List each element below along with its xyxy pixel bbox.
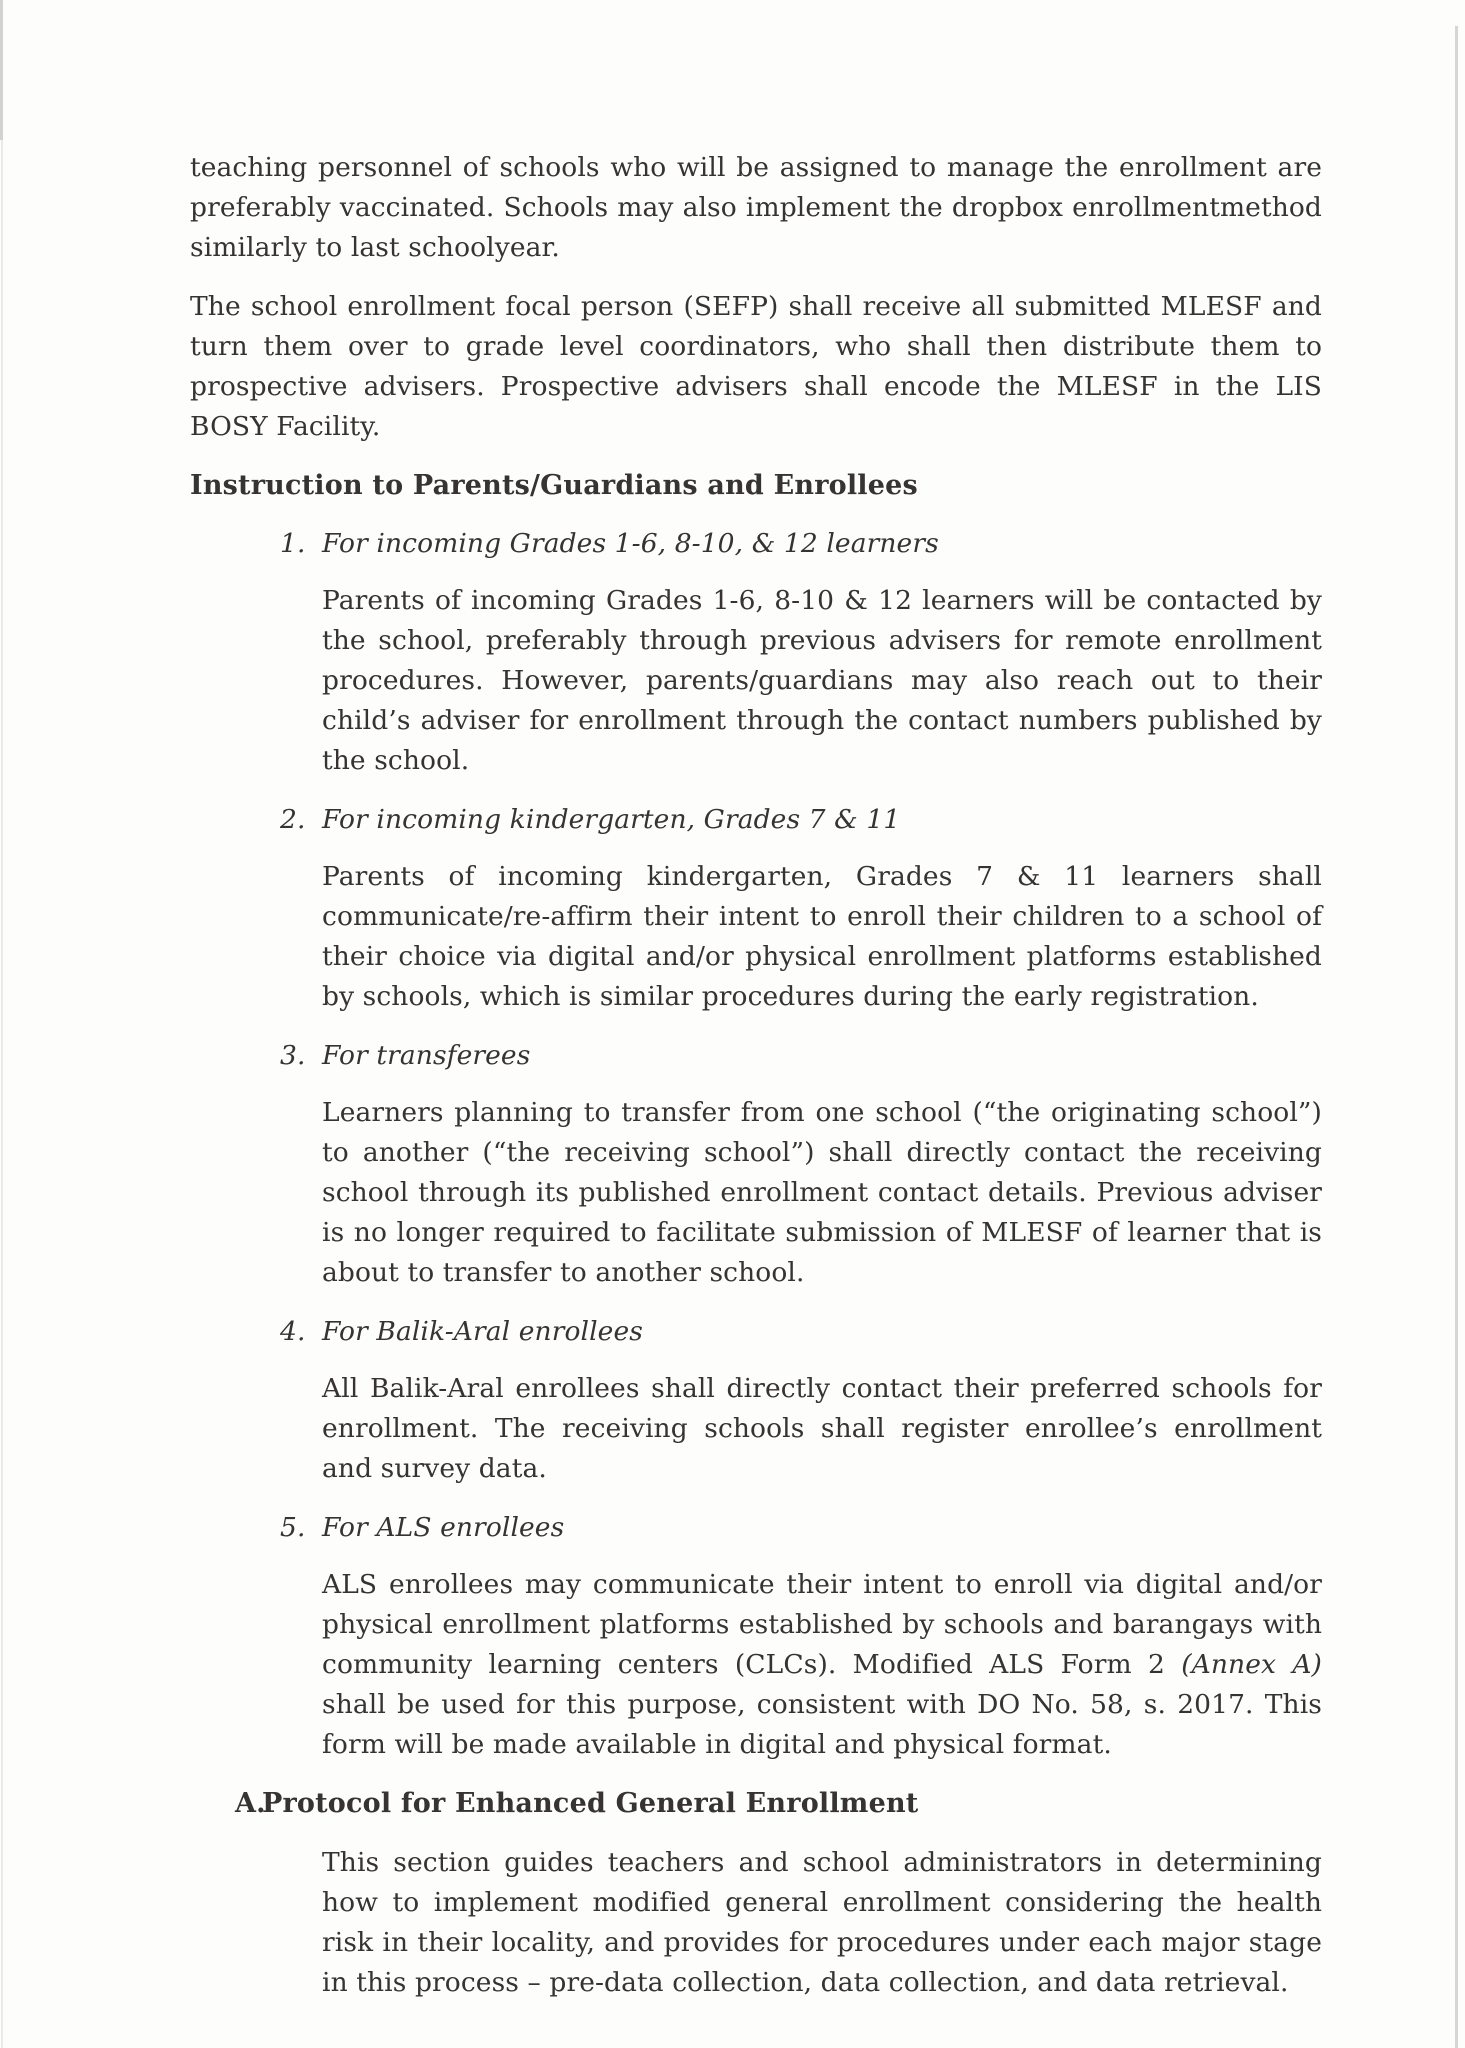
list-item-1: [190, 524, 1322, 781]
list-item-body: Parents of incoming Grades 1-6, 8-10 & 12 learners will be contacted by the school, preferably through previous advisers for remote enrollment procedures. However, parents/guardians may also reach out to their child’s adviser for enrollment through the contact numbers published by the school.: [322, 585, 1322, 776]
list-item-number: 2.: [280, 804, 306, 835]
list-item-body: Parents of incoming kindergarten, Grades 7 & 11 learners shall communicate/re-affirm their intent to enroll their children to a school of their choice via digital and/or physical enrollment platforms established by schools, which is similar procedures during the early registration.: [322, 861, 1322, 1012]
list-item-title-row: [190, 524, 1322, 564]
list-item-number: 4.: [280, 1316, 306, 1347]
list-item-title: For incoming kindergarten, Grades 7 & 11: [322, 804, 901, 835]
intro-paragraph-2: The school enrollment focal person (SEFP) shall receive all submitted MLESF and turn them over to grade level coordinators, who shall then distribute them to prospective advisers. Prospective advisers shall encode the MLESF in the LIS BOSY Facility.: [190, 291, 1322, 442]
annex-reference: (Annex A): [1181, 1649, 1322, 1680]
section-letter: A.: [235, 1788, 266, 1819]
list-item-body: Learners planning to transfer from one school (“the originating school”) to another (“the receiving school”) shall directly contact the receiving school through its published enrollment contact details. Previous adviser is no longer required to facilitate submission of MLESF of learner that is about to transfer to another school.: [322, 1097, 1322, 1288]
scan-edge-right: [1455, 26, 1458, 2048]
list-item-5: [190, 1508, 1322, 1765]
list-item-body: [322, 1565, 1322, 1765]
list-item-title: For Balik-Aral enrollees: [322, 1316, 643, 1347]
lettered-section-heading: [190, 1784, 1322, 1824]
list-item-body-end: shall be used for this purpose, consistent with DO No. 58, s. 2017. This form will be made available in digital and physical format.: [322, 1689, 1322, 1760]
section-heading: Instruction to Parents/Guardians and Enrollees: [190, 470, 918, 501]
list-item-title: For incoming Grades 1-6, 8-10, & 12 learners: [322, 528, 939, 559]
list-item-title-row: [190, 800, 1322, 840]
section-title: Protocol for Enhanced General Enrollment: [262, 1788, 919, 1819]
list-item-title-row: [190, 1036, 1322, 1076]
list-item-title: For transferees: [322, 1040, 531, 1071]
intro-paragraph-1: teaching personnel of schools who will be assigned to manage the enrollment are preferably vaccinated. Schools may also implement the dropbox enrollmentmethod similarly to last schoolyear.: [190, 152, 1322, 263]
list-item-title-row: [190, 1508, 1322, 1548]
list-item-body-start: ALS enrollees may communicate their intent to enroll via digital and/or physical enrollment platforms established by schools and barangays with community learning centers (CLCs). Modified ALS Form 2: [322, 1569, 1322, 1680]
scan-edge-left: [1, 0, 3, 2048]
list-item-4: [190, 1312, 1322, 1489]
list-item-number: 1.: [280, 528, 306, 559]
document-content: [190, 148, 1322, 2003]
scan-tick-left: [0, 0, 3, 140]
list-item-title: For ALS enrollees: [322, 1512, 565, 1543]
closing-paragraph: This section guides teachers and school administrators in determining how to implement modified general enrollment considering the health risk in their locality, and provides for procedures under each major stage in this process – pre-data collection, data collection, and data retrieval.: [322, 1847, 1322, 1998]
list-item-3: [190, 1036, 1322, 1293]
list-item-number: 5.: [280, 1512, 306, 1543]
list-item-number: 3.: [280, 1040, 306, 1071]
list-item-2: [190, 800, 1322, 1017]
list-item-body: All Balik-Aral enrollees shall directly contact their preferred schools for enrollment. The receiving schools shall register enrollee’s enrollment and survey data.: [322, 1373, 1322, 1484]
list-item-title-row: [190, 1312, 1322, 1352]
